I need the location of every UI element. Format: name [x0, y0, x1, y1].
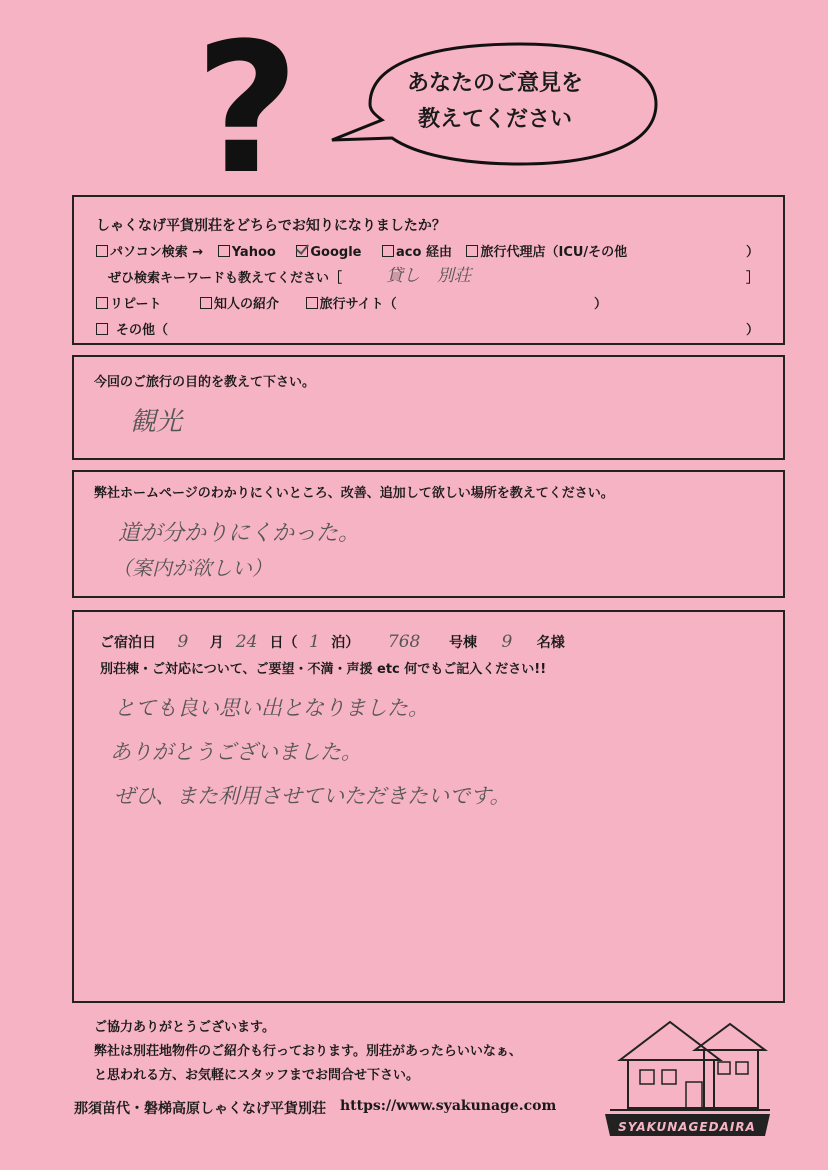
checkbox-yahoo[interactable]	[218, 245, 230, 257]
nights-label: 泊）	[331, 635, 360, 651]
checkbox-aco[interactable]	[382, 245, 394, 257]
month-value[interactable]: 9	[177, 632, 189, 652]
label-aco: aco 経由	[396, 245, 452, 260]
row-travel-close: ）	[594, 297, 608, 312]
nights-value[interactable]: 1	[308, 632, 320, 652]
footer-thanks: ご協力ありがとうございます。	[94, 1020, 275, 1035]
purpose-answer[interactable]: 観光	[130, 407, 183, 437]
checkbox-friend[interactable]	[200, 297, 212, 309]
guests-label: 名様	[536, 635, 565, 651]
checkbox-google[interactable]	[296, 245, 308, 257]
section-stay-feedback	[72, 610, 785, 1003]
question-mark-icon: ?	[194, 5, 300, 214]
label-travel-site: 旅行サイト（	[319, 297, 397, 312]
stay-prompt: 別荘棟・ご対応について、ご要望・不満・声援 etc 何でもご記入ください!!	[100, 662, 547, 677]
keyword-close: ］	[746, 271, 760, 286]
bubble-text	[345, 66, 645, 138]
stay-label: ご宿泊日	[100, 635, 156, 651]
label-yahoo: Yahoo	[231, 245, 276, 260]
website-question: 弊社ホームページのわかりにくいところ、改善、追加して欲しい場所を教えてください。	[94, 486, 614, 501]
footer-line-3: と思われる方、お気軽にスタッフまでお問合せ下さい。	[94, 1068, 420, 1083]
row-other-close: ）	[746, 323, 760, 338]
guests-value[interactable]: 9	[501, 632, 513, 652]
checkbox-travel-site[interactable]	[306, 297, 318, 309]
bubble-line-1: あなたのご意見を	[406, 71, 583, 96]
footer-line-2: 弊社は別荘地物件のご紹介も行っております。別荘があったらいいなぁ、	[94, 1044, 522, 1059]
keyword-label: ぜひ検索キーワードも教えてください［	[108, 271, 343, 286]
source-question: しゃくなげ平貨別荘をどちらでお知りになりましたか？	[96, 218, 446, 234]
label-other: その他（	[116, 323, 169, 338]
stay-answer-line-2[interactable]: ありがとうございました。	[110, 740, 362, 764]
section-purpose	[72, 355, 785, 460]
bubble-line-2: 教えてください	[417, 107, 572, 132]
section-website-feedback	[72, 470, 785, 598]
footer-url[interactable]: https://www.syakunage.com	[340, 1098, 557, 1114]
label-pc-search: パソコン検索 →	[110, 245, 204, 260]
row-other	[96, 319, 168, 338]
website-answer-line-2[interactable]: （案内が欲しい）	[112, 556, 272, 580]
row-search-close: ）	[746, 245, 760, 260]
stay-answer-line-3[interactable]: ぜひ、また利用させていただきたいです。	[114, 784, 511, 808]
row-repeat	[96, 293, 397, 312]
stay-date-row	[100, 632, 565, 652]
month-label: 月	[209, 635, 224, 651]
footer-company: 那須苗代・磐梯高原しゃくなげ平貨別荘	[74, 1101, 326, 1117]
checkbox-other[interactable]	[96, 323, 108, 335]
stay-answer-line-1[interactable]: とても良い思い出となりました。	[114, 696, 429, 720]
section-source	[72, 195, 785, 345]
day-label: 日（	[269, 635, 298, 651]
label-google: Google	[310, 245, 362, 260]
checkbox-agency[interactable]	[466, 245, 478, 257]
label-friend: 知人の紹介	[214, 297, 280, 312]
label-agency: 旅行代理店（ICU/その他	[480, 245, 628, 260]
keyword-value[interactable]: 貸し 別荘	[386, 266, 471, 286]
website-answer-line-1[interactable]: 道が分かりにくかった。	[118, 521, 361, 546]
checkbox-repeat[interactable]	[96, 297, 108, 309]
day-value[interactable]: 24	[235, 632, 258, 652]
row-search	[96, 241, 627, 260]
label-repeat: リピート	[110, 297, 162, 312]
logo-text: SYAKUNAGEDAIRA	[618, 1120, 756, 1134]
building-label: 号棟	[449, 635, 477, 651]
building-value[interactable]: 768	[387, 632, 421, 652]
purpose-question: 今回のご旅行の目的を教えて下さい。	[94, 375, 316, 390]
checkbox-pc-search[interactable]	[96, 245, 108, 257]
